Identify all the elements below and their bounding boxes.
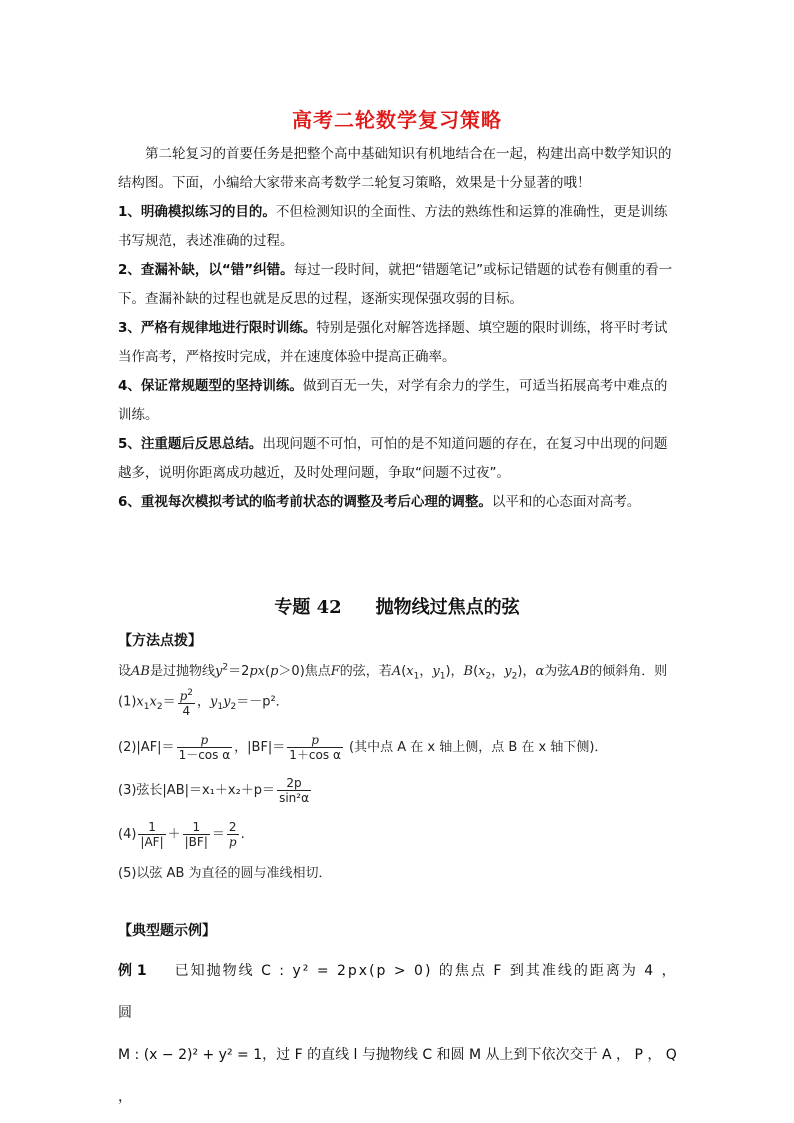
method-item-4: (4) $\frac{1}{|AF|}$ ＋ $\frac{1}{|BF|}$ ＝ $\frac{2}{p}$ . bbox=[118, 820, 245, 849]
topic-name: 抛物线过焦点的弦 bbox=[375, 597, 520, 618]
strategy-4-body: 做到百无一失，对学有余力的学生，可适当拓展高考中难点的训练。 bbox=[118, 378, 668, 423]
strategy-2-body: 每过一段时间，就把“错题笔记”或标记错题的试卷有侧重的看一下。查漏补缺的过程也就是反思的过程，逐渐实现保强攻弱的目标。 bbox=[118, 262, 673, 307]
fraction-p2-over-4: $\frac{p^2}{4}$ bbox=[179, 688, 194, 718]
strategy-5 bbox=[118, 430, 678, 488]
method-item-5: (5)以弦 AB 为直径的圆与准线相切． bbox=[118, 866, 332, 881]
example-1 bbox=[118, 950, 678, 1118]
topic-title bbox=[0, 593, 794, 619]
intro-paragraph: 第二轮复习的首要任务是把整个高中基础知识有机地结合在一起，构建出高中数学知识的结构图。下面，小编给大家带来高考数学二轮复习策略，效果是十分显著的哦！ bbox=[118, 146, 672, 191]
topic-number: 专题 42 bbox=[274, 597, 342, 618]
example-1-line-1: 例 1 已知抛物线 C : y² = 2px(p > 0) 的焦点 F 到其准线的距离为 4 ，圆 bbox=[118, 963, 678, 1021]
method-item-2: (2)|AF|＝ $\frac{p}{\text{1－cos α}}$ ，|BF|＝ $\frac{p}{\text{1＋cos α}}$ (其中点 A 在 x 轴上侧，点 B 在 x 轴下侧)． bbox=[118, 733, 608, 762]
strategy-2 bbox=[118, 256, 678, 314]
strategy-1-heading: 1、明确模拟练习的目的。 bbox=[118, 204, 276, 220]
method-setup-line: 设AB是过抛物线$y^2=2px(p>0)$焦点F的弦，若$A(x_1$，$y_1$)，$B(x_2$，$y_2$)，α为弦AB的倾斜角．则 bbox=[118, 662, 668, 682]
method-item-1: $(1)x_1x_2=$ $\frac{p^2}{4}$ ，$y_1y_2=-p^2$． bbox=[118, 688, 289, 718]
strategy-3 bbox=[118, 314, 678, 372]
example-heading: 【典型题示例】 bbox=[118, 923, 216, 939]
example-1-line-2: M : (x − 2)² + y² = 1，过 F 的直线 l 与抛物线 C 和圆 M 从上到下依次交于 A ， P ， Q ， bbox=[118, 1047, 677, 1105]
strategy-5-heading: 5、注重题后反思总结。 bbox=[118, 436, 263, 452]
strategy-2-heading: 2、查漏补缺，以“错”纠错。 bbox=[118, 262, 294, 278]
method-item-3: (3)弦长|AB|＝x₁＋x₂＋p＝ $\frac{2p}{\text{sin²α}}$ bbox=[118, 776, 309, 805]
strategy-6-heading: 6、重视每次模拟考试的临考前状态的调整及考后心理的调整。 bbox=[118, 494, 492, 510]
strategy-3-body: 特别是强化对解答选择题、填空题的限时训练，将平时考试当作高考，严格按时完成，并在速度体验中提高正确率。 bbox=[118, 320, 668, 365]
strategy-6 bbox=[118, 488, 678, 517]
strategy-3-heading: 3、严格有规律地进行限时训练。 bbox=[118, 320, 317, 336]
strategy-1-body: 不但检测知识的全面性、方法的熟练性和运算的准确性，更是训练书写规范，表述准确的过程。 bbox=[118, 204, 668, 249]
example-label: 例 1 bbox=[118, 963, 147, 979]
method-heading: 【方法点拨】 bbox=[118, 633, 202, 649]
document-title: 高考二轮数学复习策略 bbox=[292, 108, 502, 132]
strategy-6-body: 以平和的心态面对高考。 bbox=[491, 494, 641, 510]
strategy-5-body: 出现问题不可怕，可怕的是不知道问题的存在，在复习中出现的问题越多，说明你距离成功越近，及时处理问题，争取“问题不过夜”。 bbox=[118, 436, 668, 481]
strategy-4-heading: 4、保证常规题型的坚持训练。 bbox=[118, 378, 303, 394]
strategy-4 bbox=[118, 372, 678, 430]
strategy-1 bbox=[118, 198, 678, 256]
